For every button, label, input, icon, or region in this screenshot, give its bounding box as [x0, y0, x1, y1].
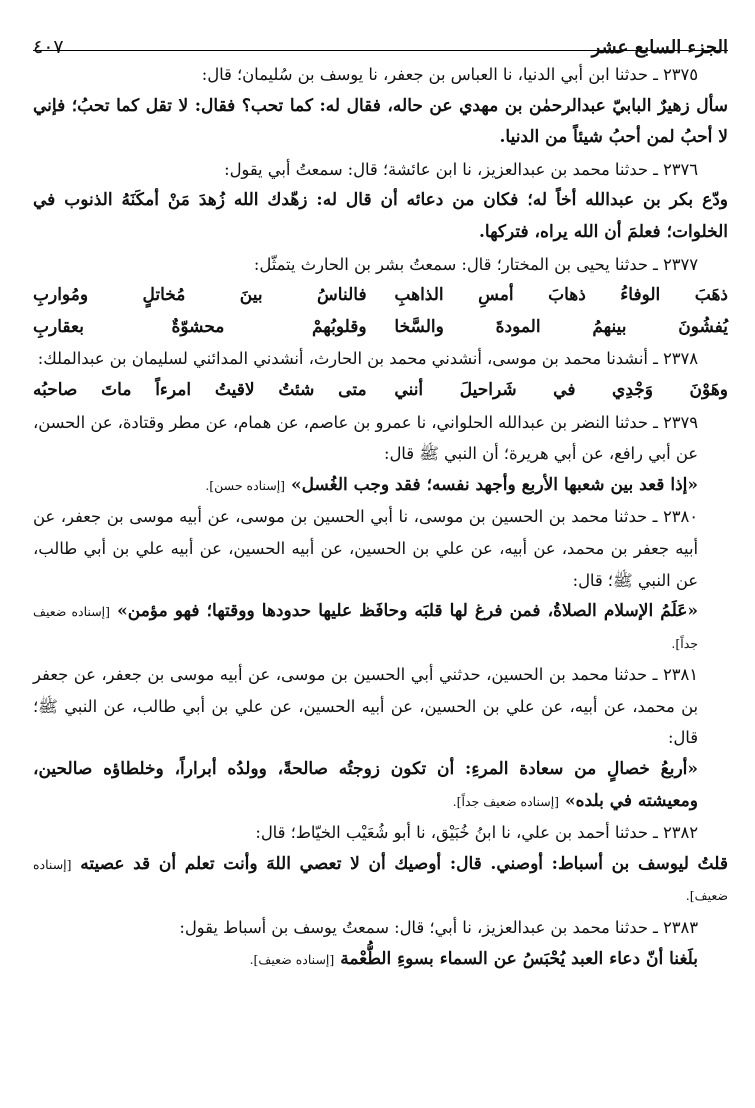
grading-note-2381: [إسناده ضعيف جداً]. [452, 793, 560, 809]
matn-2376: ودّع بكر بن عبدالله أخاً له؛ فكان من دعائه أن قال له: زهّدك الله زُهدَ مَنْ أمكَنَهُ الذنوب في الخلوات؛ فعلمَ أن الله يراه، فتركها. [33, 190, 728, 242]
matn-2381 [33, 754, 728, 817]
matn-2380 [33, 596, 728, 659]
isnad-2380: ٢٣٨٠ ـ حدثنا محمد بن الحسين بن موسى، نا أبي الحسين بن موسى، عن أبيه موسى بن جعفر، عن أبيه جعفر بن محمد، عن أبيه، عن علي بن الحسين، عن أبيه الحسين، عن أبيه علي بن أبي طالب، عن النبي ﷺ؛ قال: [33, 507, 698, 590]
isnad-2381: ٢٣٨١ ـ حدثنا محمد بن الحسين، حدثني أبي الحسين بن موسى، عن أبيه موسى بن جعفر، عن جعفر بن محمد، عن أبيه، عن علي بن الحسين، عن أبيه الحسين، عن علي بن أبي طالب، عن النبي ﷺ؛ قال: [33, 665, 698, 748]
verse-1-second-hemistich: فالناسُ بينَ مُخاتلٍ ومُواربِ [33, 285, 367, 306]
isnad-2383: ٢٣٨٣ ـ حدثنا محمد بن عبدالعزيز، نا أبي؛ قال: سمعتُ يوسف بن أسباط يقول: [179, 918, 698, 938]
isnad-2376: ٢٣٧٦ ـ حدثنا محمد بن عبدالعزيز، نا ابن عائشة؛ قال: سمعتُ أبي يقول: [224, 159, 698, 179]
verse-2-first-hemistich: يُفشُونَ بينهمُ المودةَ والسَّخا [394, 316, 728, 337]
isnad-2378: ٢٣٧٨ ـ أنشدنا محمد بن موسى، أنشدني محمد بن الحارث، أنشدني المدائني لسليمان بن عبدالملك: [37, 349, 698, 369]
poem-verse-1 [33, 280, 728, 312]
poem-verse-2 [33, 312, 728, 344]
verse-3-first-hemistich: وهَوْنَ وَجْدِي في شَراحيلَ أنني [394, 379, 728, 400]
report-2382-text: قلتُ ليوسف بن أسباط: أوصني. قال: أوصيك أن لا تعصي اللهَ وأنت تعلم أن قد عصيته [80, 853, 728, 874]
matn-2382 [33, 849, 728, 912]
page-body [33, 59, 728, 975]
verse-2-second-hemistich: وقلوبُهمْ محشوّةٌ بعقاربِ [33, 316, 367, 337]
matn-2383 [33, 944, 728, 976]
isnad-2382: ٢٣٨٢ ـ حدثنا أحمد بن علي، نا ابنُ خُبَيْق، نا أبو شُعَيْب الخيّاط؛ قال: [255, 823, 698, 843]
hadith-2380-text: «عَلَمُ الإسلام الصلاةُ، فمن فرغ لها قلبَه وحافَظ عليها حدودها ووقتها؛ فهو مؤمن» [117, 601, 698, 622]
page-header [33, 0, 728, 58]
matn-2375: سأل زهيرٌ البابيّ عبدالرحمٰن بن مهدي عن حاله، فقال له: كما تحب؟ فقال: لا تقل كما تحبُ؛ فإني لا أحبُ لمن أحبُ شيئاً من الدنيا. [33, 95, 728, 148]
isnad-2379: ٢٣٧٩ ـ حدثنا النضر بن عبدالله الحلواني، نا عمرو بن عاصم، عن همام، عن مطر وقتادة، عن الحسن، عن أبي رافع، عن أبي هريرة؛ أن النبي ﷺ قال: [32, 412, 698, 464]
grading-note-2379: [إسناده حسن]. [205, 477, 286, 493]
isnad-2375: ٢٣٧٥ ـ حدثنا ابن أبي الدنيا، نا العباس بن جعفر، نا يوسف بن سُليمان؛ قال: [201, 65, 698, 84]
hadith-2381-text: «أربعُ خصالٍ من سعادة المرءِ: أن تكون زوجتُه صالحةً، وولدُه أبراراً، وخلطاؤه صالحين، ومعيشته في بلده» [33, 759, 698, 811]
running-title: الجزء السابع عشر [591, 37, 728, 58]
grading-note-2380: [إسناده ضعيف جداً]. [33, 604, 698, 651]
isnad-2377: ٢٣٧٧ ـ حدثنا يحيى بن المختار؛ قال: سمعتُ بشر بن الحارث يتمثّل: [253, 254, 698, 274]
verse-3-second-hemistich: متى شئتُ لاقيتُ امرءاً ماتَ صاحبُه [33, 379, 367, 400]
hadith-2379-text: «إذا قعد بين شعبها الأربع وأجهد نفسه؛ فقد وجب الغُسل» [290, 474, 698, 495]
report-2383-text: بلَغنا أنّ دعاء العبد يُحْبَسُ عن السماء بسوءِ الطُّعْمة [340, 948, 698, 969]
page-number: ٤٠٧ [33, 36, 64, 58]
poem-verse-3 [33, 375, 728, 407]
grading-note-2382: [إسناده ضعيف]. [33, 856, 728, 904]
matn-2379 [33, 470, 728, 502]
verse-1-first-hemistich: ذهَبَ الوفاءُ ذهابَ أمسِ الذاهبِ [394, 285, 728, 306]
grading-note-2383: [إسناده ضعيف]. [249, 951, 335, 967]
